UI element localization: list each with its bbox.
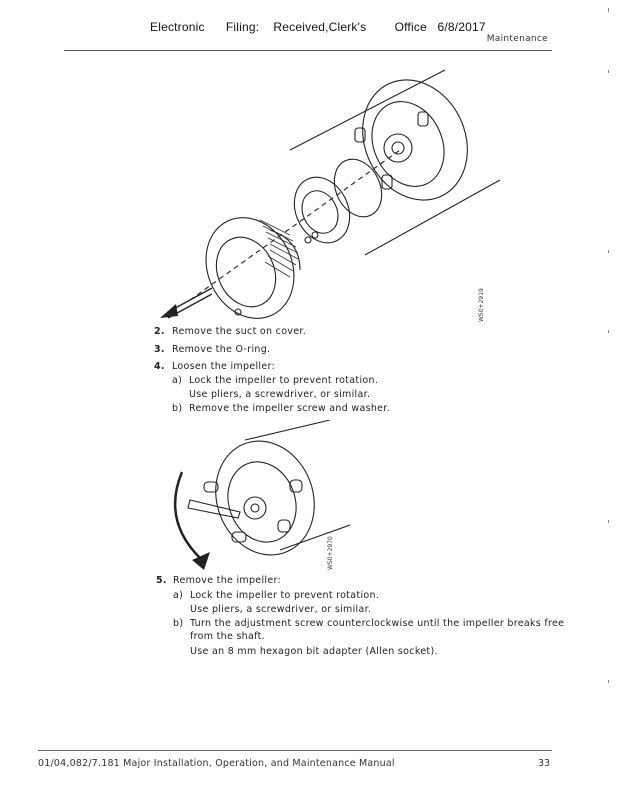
step-number: 5. bbox=[156, 575, 167, 586]
scan-speck bbox=[608, 520, 609, 523]
substep-label: a) bbox=[173, 590, 184, 601]
substep-label: b) bbox=[173, 618, 184, 629]
substep-note: Use an 8 mm hexagon bit adapter (Allen socket). bbox=[190, 646, 438, 657]
scan-speck bbox=[608, 8, 609, 12]
header-rule bbox=[64, 50, 552, 51]
scan-speck bbox=[608, 330, 609, 333]
step-text: Loosen the impeller: bbox=[172, 361, 276, 372]
footer-manual-title: 01/04,082/7.181 Major Installation, Operation, and Maintenance Manual bbox=[38, 758, 395, 769]
filing-stamp: Electronic Filing: Received,Clerk's Office 6/8/2017 bbox=[150, 20, 486, 34]
substep-text: Lock the impeller to prevent rotation. bbox=[189, 375, 379, 386]
exploded-suction-cover-figure bbox=[150, 60, 510, 325]
scan-speck bbox=[608, 70, 609, 73]
substep-note: Use pliers, a screwdriver, or similar. bbox=[190, 604, 372, 615]
step-number: 2. bbox=[154, 326, 165, 337]
substep-label: b) bbox=[172, 403, 183, 414]
footer-rule bbox=[38, 750, 552, 751]
figure-code-2: WS0+2970 bbox=[327, 536, 334, 570]
substep-label: a) bbox=[172, 375, 183, 386]
steps-2-4 bbox=[154, 326, 554, 417]
substep-text: Turn the adjustment screw counterclockwise until the impeller breaks free bbox=[190, 618, 565, 629]
section-title: Maintenance bbox=[486, 34, 548, 44]
substep-note: Use pliers, a screwdriver, or similar. bbox=[189, 389, 371, 400]
step-text: Remove the O-ring. bbox=[172, 344, 271, 355]
step-number: 3. bbox=[154, 344, 165, 355]
step-text: Remove the suct on cover. bbox=[172, 326, 307, 337]
scan-speck bbox=[608, 250, 609, 253]
substep-text: Remove the impeller screw and washer. bbox=[189, 403, 390, 414]
step-text: Remove the impeller: bbox=[173, 575, 282, 586]
substep-text: Lock the impeller to prevent rotation. bbox=[190, 590, 380, 601]
step-5 bbox=[156, 575, 566, 660]
scan-speck bbox=[608, 680, 609, 683]
page-number: 33 bbox=[538, 758, 551, 769]
figure-code-1: WS0+2919 bbox=[478, 288, 485, 322]
step-number: 4. bbox=[154, 361, 165, 372]
substep-text-continued: from the shaft. bbox=[190, 631, 265, 642]
impeller-removal-figure bbox=[170, 420, 350, 580]
